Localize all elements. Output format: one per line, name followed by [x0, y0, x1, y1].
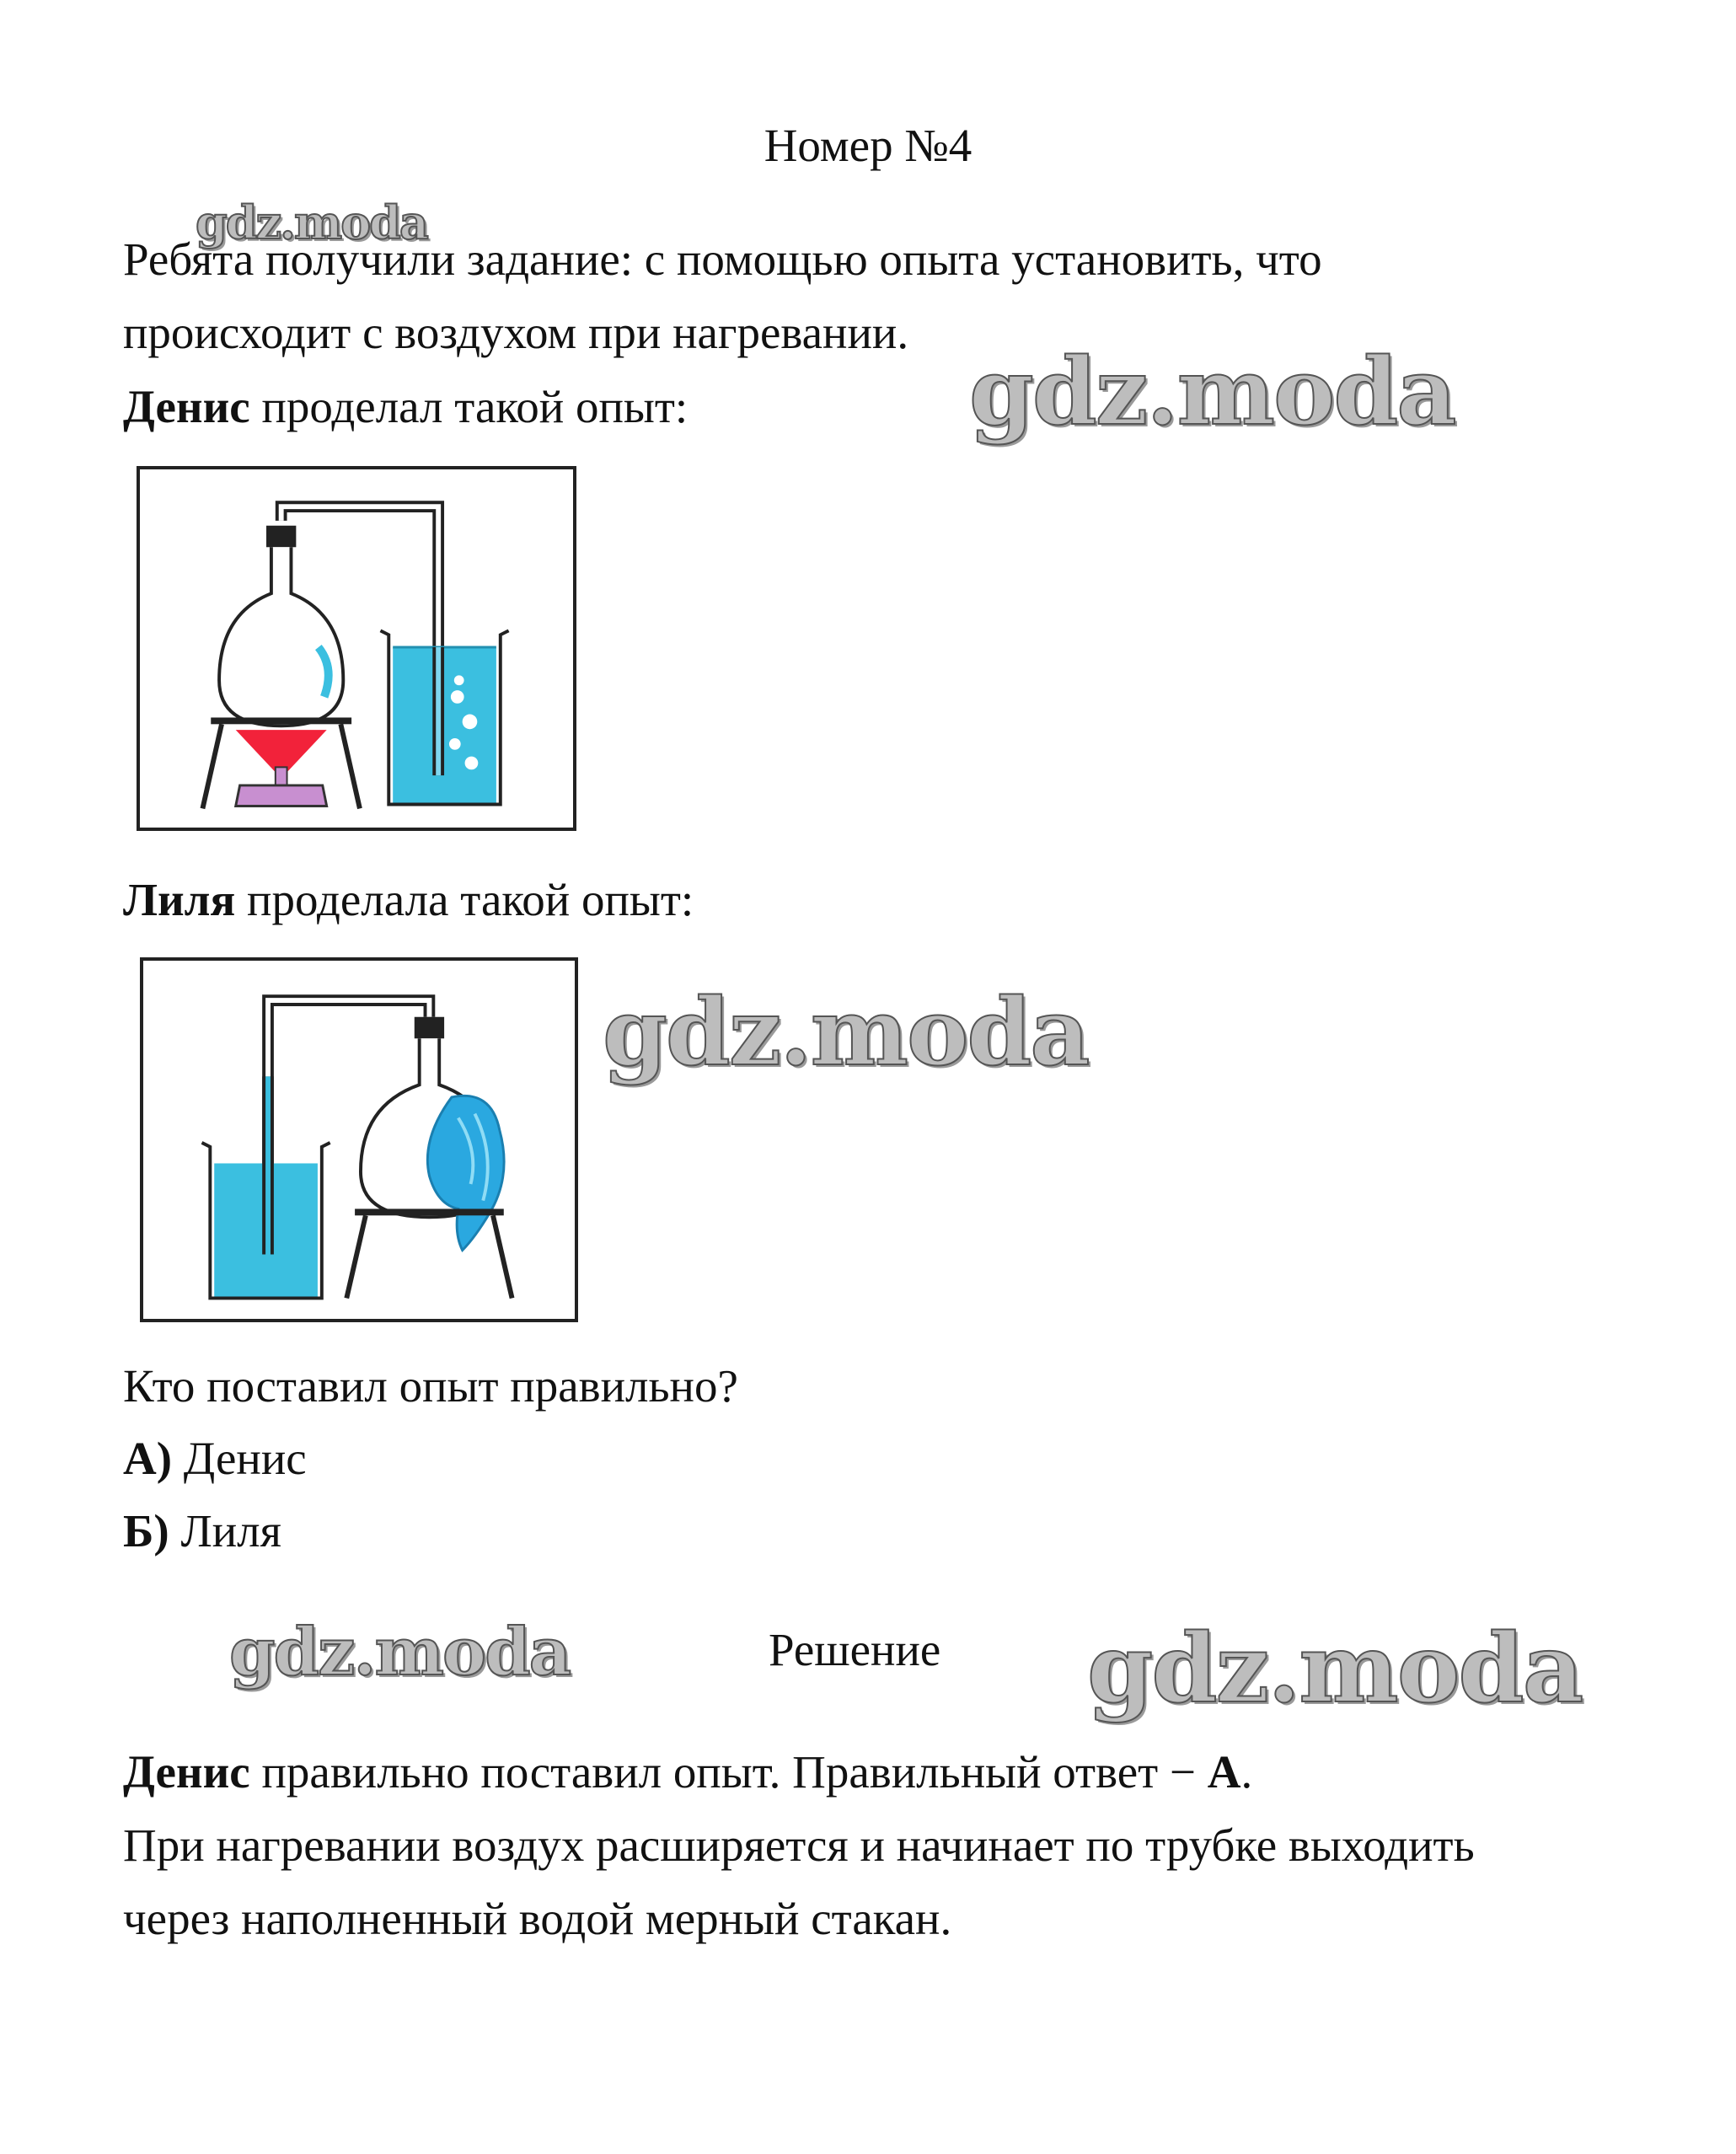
option-a-key: А) [123, 1433, 173, 1484]
answer-line-3: через наполненный водой мерный стакан. [123, 1893, 952, 1944]
denis-name: Денис [123, 381, 250, 432]
option-a [123, 1431, 307, 1487]
lilya-name: Лиля [123, 874, 236, 925]
watermark: gdz.moda [969, 337, 1455, 446]
watermark: gdz.moda [1087, 1614, 1583, 1724]
denis-text: проделал такой опыт: [249, 381, 689, 432]
answer-end: . [1240, 1746, 1253, 1798]
intro-line-1: Ребята получили задание: с помощью опыта установить, что [123, 233, 1322, 285]
option-b [123, 1503, 281, 1559]
page-title: Номер №4 [764, 120, 972, 171]
answer-name: Денис [123, 1746, 250, 1798]
answer-text: правильно поставил опыт. Правильный ответ − [249, 1746, 1208, 1798]
lilya-caption [123, 872, 694, 928]
answer-line-1 [123, 1744, 1252, 1800]
figure-denis-experiment [137, 466, 576, 831]
denis-caption [123, 379, 688, 435]
option-b-text: Лиля [169, 1505, 281, 1557]
watermark: gdz.moda [229, 1614, 571, 1691]
watermark: gdz.moda [196, 196, 427, 249]
answer-letter: А [1207, 1746, 1241, 1798]
watermark: gdz.moda [603, 978, 1089, 1086]
intro-line-2: происходит с воздухом при нагревании. [123, 307, 909, 358]
answer-line-2: При нагревании воздух расширяется и начинает по трубке выходить [123, 1819, 1475, 1871]
solution-heading: Решение [769, 1624, 941, 1675]
option-b-key: Б) [123, 1505, 169, 1557]
question-text: Кто поставил опыт правильно? [123, 1360, 738, 1412]
option-a-text: Денис [172, 1433, 307, 1484]
figure-lilya-experiment [140, 957, 578, 1322]
lilya-text: проделала такой опыт: [235, 874, 694, 925]
